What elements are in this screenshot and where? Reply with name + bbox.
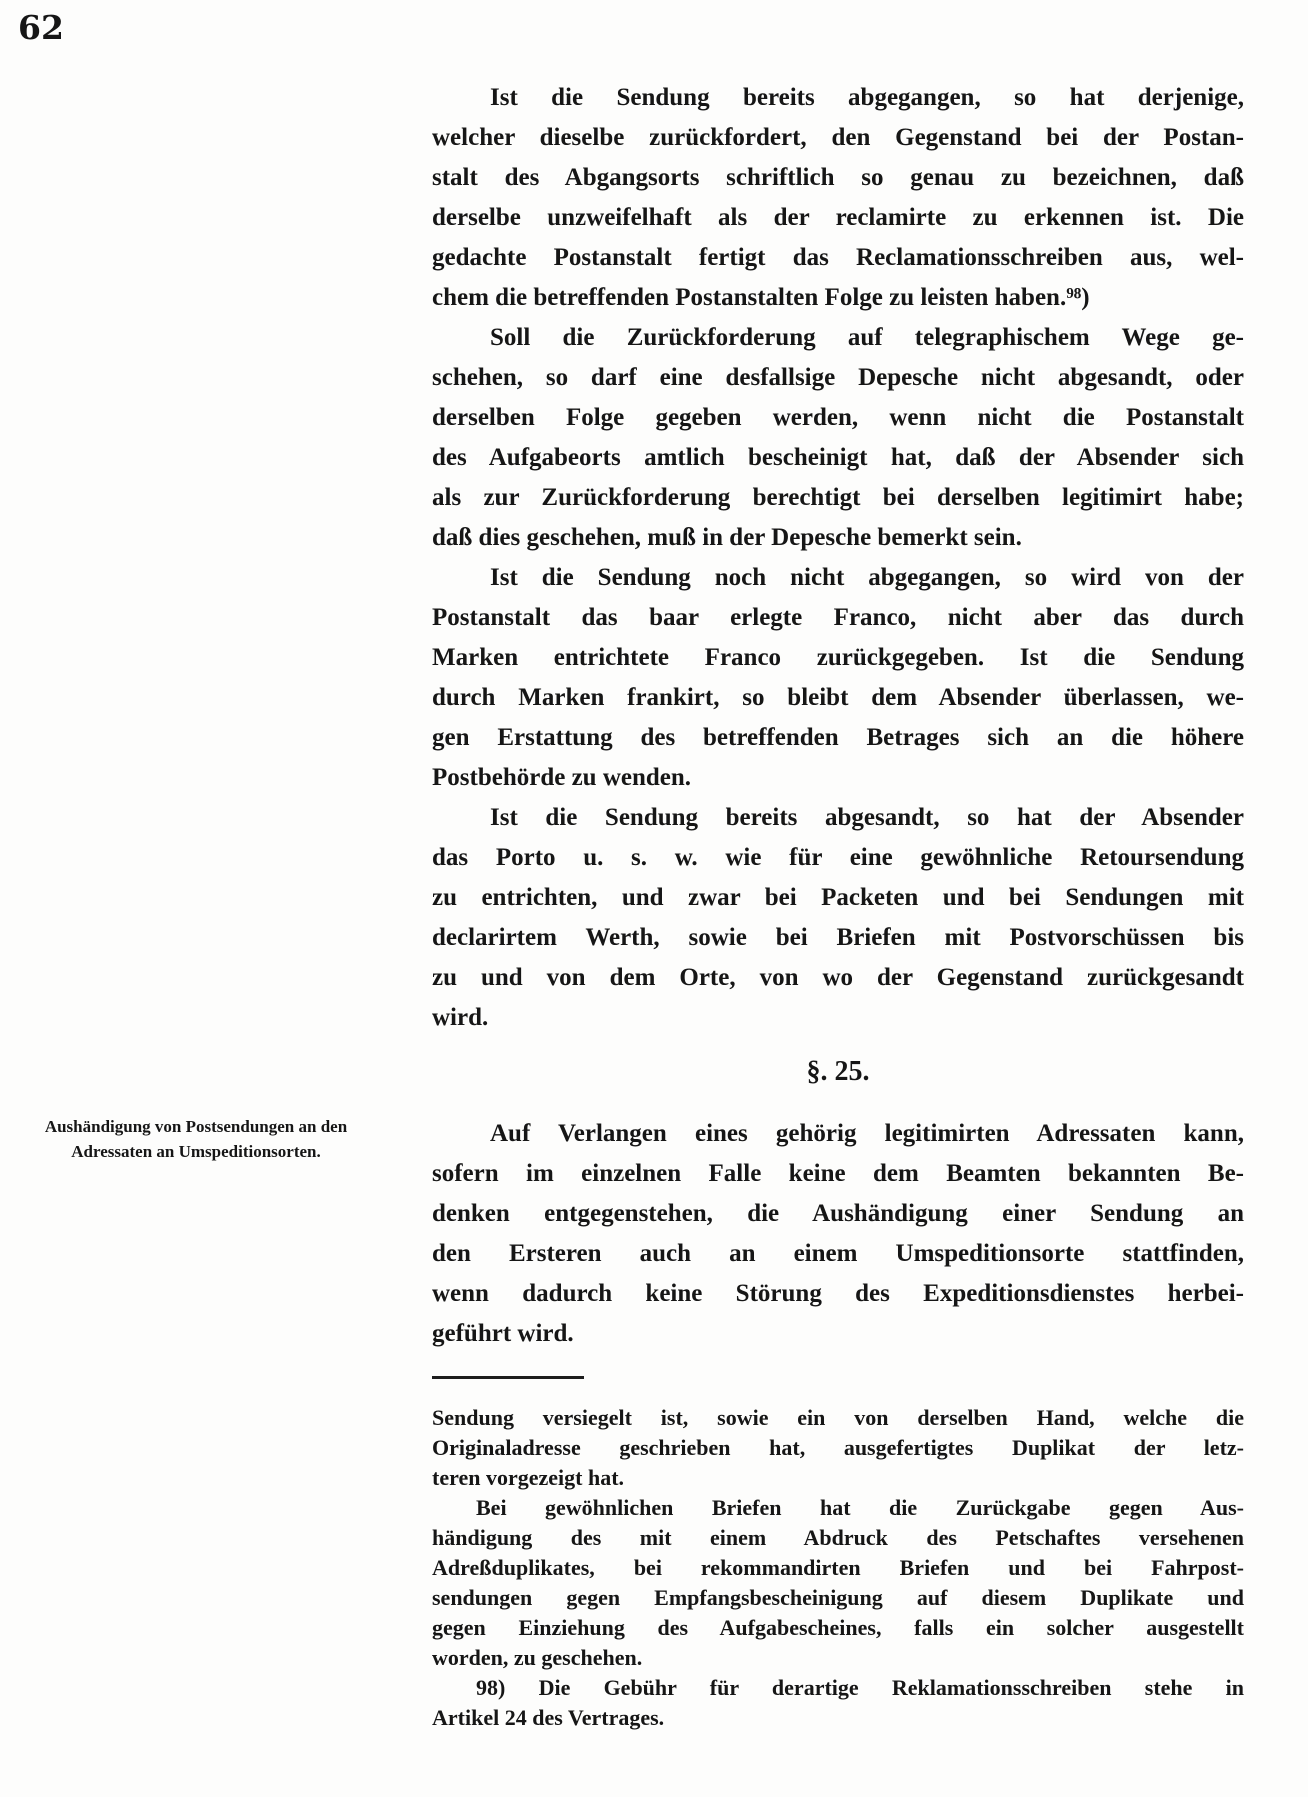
text-line: chem die betreffenden Postanstalten Folge zu leisten haben.⁹⁸) bbox=[432, 284, 1090, 311]
text-line: Marken entrichtete Franco zurückgegeben. Ist die Sendung bbox=[432, 644, 1244, 671]
text-line: Postanstalt das baar erlegte Franco, nicht aber das durch bbox=[432, 604, 1244, 631]
text-line: zu entrichten, und zwar bei Packeten und bei Sendungen mit bbox=[432, 884, 1244, 911]
text-line: worden, zu geschehen. bbox=[432, 1645, 643, 1670]
footnote-paragraph bbox=[432, 1493, 1244, 1673]
text-line: Artikel 24 des Vertrages. bbox=[432, 1705, 665, 1730]
text-line: Auf Verlangen eines gehörig legitimirten Adressaten kann, bbox=[490, 1120, 1244, 1147]
text-line: Bei gewöhnlichen Briefen hat die Zurückgabe gegen Aus- bbox=[476, 1495, 1244, 1520]
text-line: wird. bbox=[432, 1004, 489, 1031]
text-line: welcher dieselbe zurückfordert, den Gegenstand bei der Postan- bbox=[432, 124, 1244, 151]
paragraph bbox=[432, 558, 1244, 798]
text-line: sendungen gegen Empfangsbescheinigung auf diesem Duplikate und bbox=[432, 1585, 1244, 1610]
footnote-paragraph bbox=[432, 1673, 1244, 1733]
footnote-block bbox=[432, 1403, 1244, 1733]
text-line: derselbe unzweifelhaft als der reclamirte zu erkennen ist. Die bbox=[432, 204, 1244, 231]
text-line: declarirtem Werth, sowie bei Briefen mit Postvorschüssen bis bbox=[432, 924, 1244, 951]
paragraph bbox=[432, 1114, 1244, 1354]
paragraph bbox=[432, 78, 1244, 318]
margin-note bbox=[6, 1114, 386, 1164]
page-number: 62 bbox=[18, 8, 64, 47]
text-line: gegen Einziehung des Aufgabescheines, falls ein solcher ausgestellt bbox=[432, 1615, 1244, 1640]
text-line: Adreßduplikates, bei rekommandirten Briefen und bei Fahrpost- bbox=[432, 1555, 1244, 1580]
text-line: gedachte Postanstalt fertigt das Reclamationsschreiben aus, wel- bbox=[432, 244, 1244, 271]
text-line: stalt des Abgangsorts schriftlich so genau zu bezeichnen, daß bbox=[432, 164, 1244, 191]
text-line: Aushändigung von Postsendungen an den bbox=[44, 1117, 348, 1136]
text-line: schehen, so darf eine desfallsige Depesche nicht abgesandt, oder bbox=[432, 364, 1244, 391]
text-line: Sendung versiegelt ist, sowie ein von derselben Hand, welche die bbox=[432, 1405, 1244, 1430]
text-line: derselben Folge gegeben werden, wenn nicht die Postanstalt bbox=[432, 404, 1244, 431]
text-line: des Aufgabeorts amtlich bescheinigt hat, daß der Absender sich bbox=[432, 444, 1244, 471]
text-line: daß dies geschehen, muß in der Depesche bemerkt sein. bbox=[432, 524, 1022, 551]
text-line: Ist die Sendung noch nicht abgegangen, so wird von der bbox=[490, 564, 1244, 591]
text-line: gen Erstattung des betreffenden Betrages sich an die höhere bbox=[432, 724, 1244, 751]
text-line: teren vorgezeigt hat. bbox=[432, 1465, 625, 1490]
text-line: als zur Zurückforderung berechtigt bei derselben legitimirt habe; bbox=[432, 484, 1244, 511]
text-line: Ist die Sendung bereits abgegangen, so hat derjenige, bbox=[490, 84, 1244, 111]
text-line: wenn dadurch keine Störung des Expeditionsdienstes herbei- bbox=[432, 1280, 1244, 1307]
main-text-column bbox=[432, 78, 1244, 1733]
text-line: Postbehörde zu wenden. bbox=[432, 764, 692, 791]
text-line: den Ersteren auch an einem Umspeditionsorte stattfinden, bbox=[432, 1240, 1244, 1267]
text-line: 98) Die Gebühr für derartige Reklamationsschreiben stehe in bbox=[476, 1675, 1244, 1700]
text-line: sofern im einzelnen Falle keine dem Beamten bekannten Be- bbox=[432, 1160, 1244, 1187]
paragraph bbox=[432, 318, 1244, 558]
text-line: durch Marken frankirt, so bleibt dem Absender überlassen, we- bbox=[432, 684, 1244, 711]
paragraph bbox=[432, 798, 1244, 1038]
text-line: Ist die Sendung bereits abgesandt, so hat der Absender bbox=[490, 804, 1244, 831]
text-line: denken entgegenstehen, die Aushändigung einer Sendung an bbox=[432, 1200, 1244, 1227]
text-line: händigung des mit einem Abdruck des Petschaftes versehenen bbox=[432, 1525, 1244, 1550]
text-line: Adressaten an Umspeditionsorten. bbox=[71, 1142, 321, 1161]
text-line: das Porto u. s. w. wie für eine gewöhnliche Retoursendung bbox=[432, 844, 1244, 871]
footnote-paragraph bbox=[432, 1403, 1244, 1493]
text-line: zu und von dem Orte, von wo der Gegenstand zurückgesandt bbox=[432, 964, 1244, 991]
text-line: Originaladresse geschrieben hat, ausgefertigtes Duplikat der letz- bbox=[432, 1435, 1244, 1460]
footnote-separator bbox=[432, 1376, 584, 1379]
text-line: Soll die Zurückforderung auf telegraphischem Wege ge- bbox=[490, 324, 1244, 351]
text-line: geführt wird. bbox=[432, 1320, 574, 1347]
section-heading: §. 25. bbox=[806, 1056, 870, 1087]
